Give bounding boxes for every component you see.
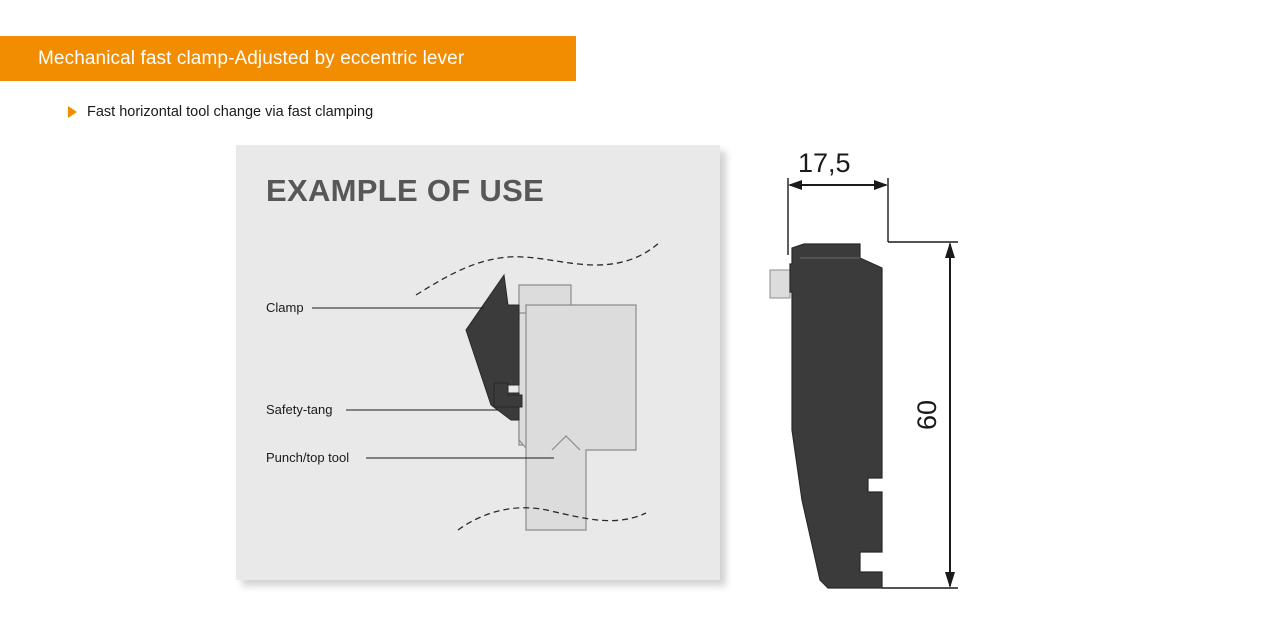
example-of-use-illustration xyxy=(236,145,720,580)
example-of-use-panel xyxy=(236,145,720,580)
arrow-up-icon xyxy=(945,242,955,258)
side-tab xyxy=(770,270,790,298)
dim-value-width: 17,5 xyxy=(798,148,851,178)
title-banner xyxy=(0,36,576,81)
page-title: Mechanical fast clamp-Adjusted by eccentric lever xyxy=(38,47,465,69)
arrow-down-icon xyxy=(945,572,955,588)
safety-tang-shape xyxy=(494,383,522,407)
triangle-right-icon xyxy=(68,106,77,118)
clamp-profile xyxy=(790,244,882,588)
callout-label-safety-tang: Safety-tang xyxy=(266,402,333,417)
callout-label-punch: Punch/top tool xyxy=(266,450,350,465)
technical-drawing xyxy=(740,140,1040,610)
bullet-item xyxy=(68,104,373,120)
arrow-left-icon xyxy=(788,180,802,190)
bullet-item-label: Fast horizontal tool change via fast clamping xyxy=(87,104,374,120)
dim-value-height: 60 xyxy=(912,399,942,430)
arrow-right-icon xyxy=(874,180,888,190)
callout-label-clamp: Clamp xyxy=(266,300,304,315)
stationary-block xyxy=(526,305,636,530)
example-panel-heading: EXAMPLE OF USE xyxy=(266,173,545,208)
